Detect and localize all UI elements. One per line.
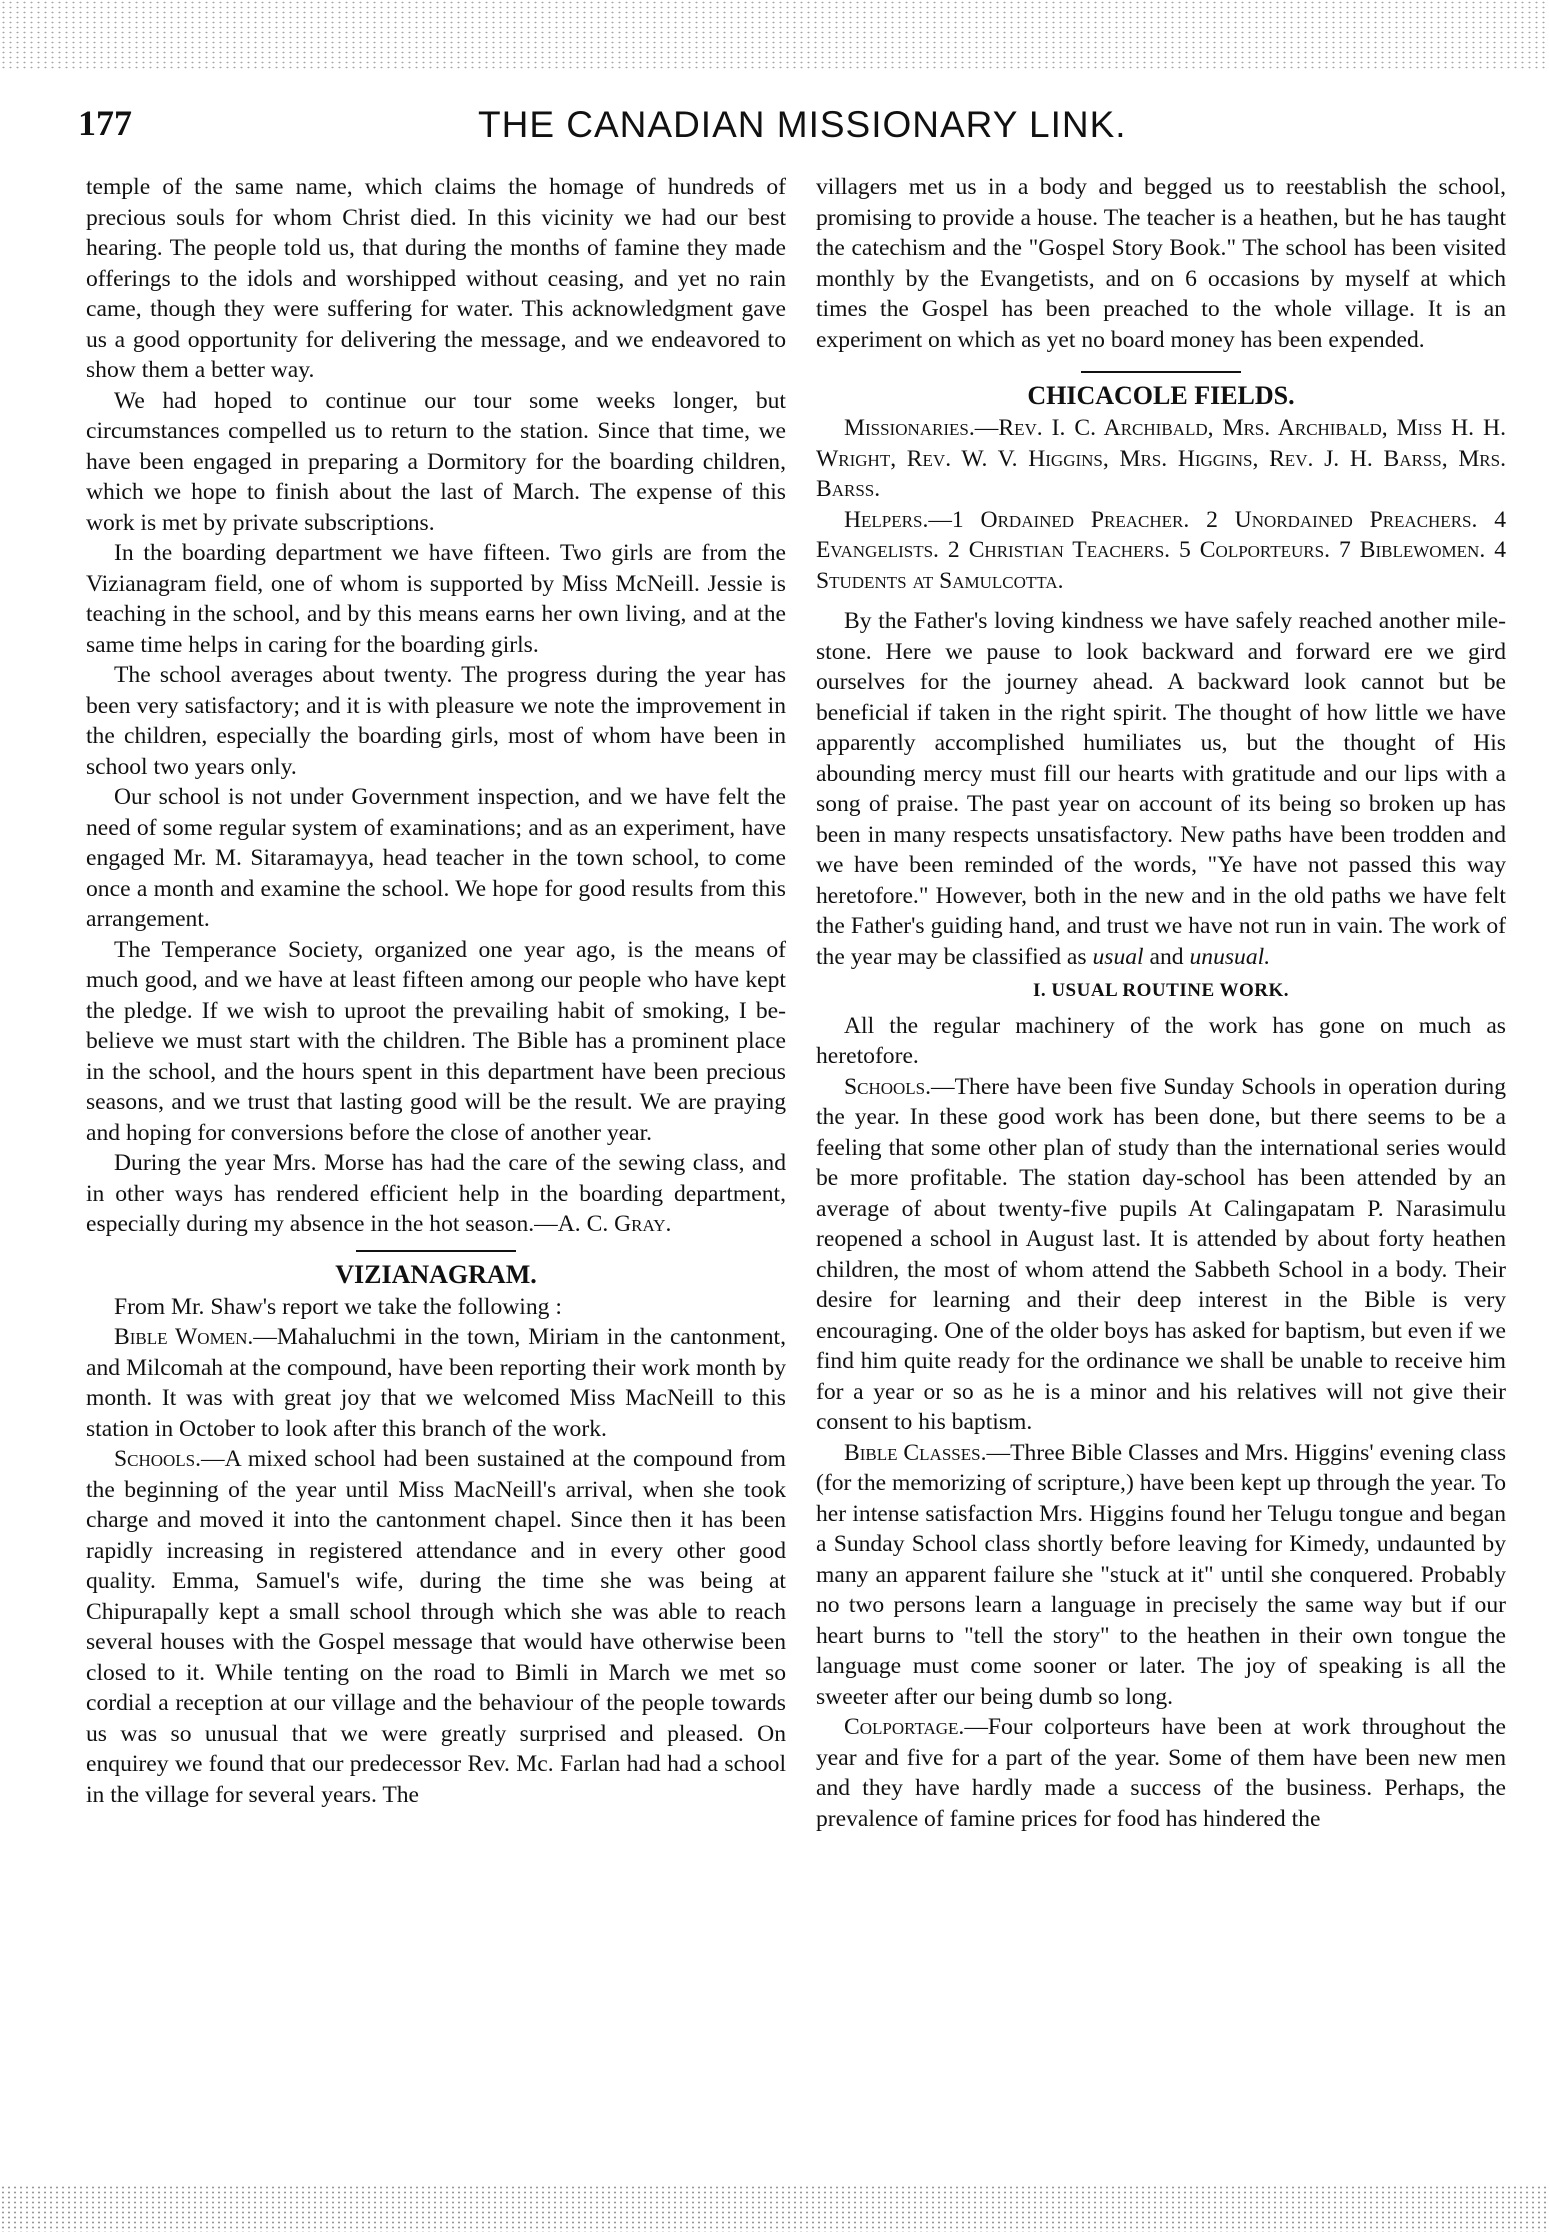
paragraph-text: By the Father's loving kindness we have safely reached another mile-stone. Here we pause to look backward and forward ere we gird ourselves for the journey ahead. A backward look cannot but be beneficial if taken in the right spirit. The thought of how little we have apparently accomplished humiliates us, but the thought of His abounding mercy must fill our hearts with gratitude and our lips with a song of praise. The past year on account of its being so broken up has been in many respects unsatisfactory. New paths have been trodden and we have been reminded of the words, "Ye have not passed this way heretofore." However, both in the new and in the old paths we have felt the Father's guiding hand, and trust we have not run in vain. The work of the year may be classified as (816, 608, 1506, 970)
right-column (816, 172, 1506, 2182)
paragraph-text: —Three Bible Classes and Mrs. Higgins' evening class (for the memorizing of scripture,) have been kept up through the year. To her intense satisfaction Mrs. Higgins found her Telugu tongue and began a Sunday School class shortly before leaving for Kimedy, undaunted by many an apparent failure she "stuck at it" until she conquered. Probably no two persons learn a language in precisely the same way but if our heart burns to "tell the story" to the heathen in their own tongue the language must come sooner or later. The joy of speaking is all the sweeter after our being dumb so long. (816, 1439, 1506, 1710)
paragraph: temple of the same name, which claims the homage of hundreds of precious souls for whom Christ died. In this vicinity we had our best hearing. The people told us, that during the months of famine they made offerings to the idols and worshipped without ceasing, and yet no rain came, though they were suffering for water. This acknowledgment gave us a good opportunity for delivering the message, and we endeavored to show them a better way. (86, 174, 786, 383)
paragraph (816, 1712, 1506, 1834)
page-number: 177 (78, 103, 132, 143)
paragraph (816, 1438, 1506, 1713)
paragraph (816, 606, 1506, 972)
paragraph (816, 1072, 1506, 1438)
page-header (78, 98, 1498, 148)
section-rule (356, 1250, 516, 1252)
paragraph-label: Schools. (114, 1446, 202, 1472)
helpers-list: Helpers.—1 Ordained Preacher. 2 Unordained Preachers. 4 Evangelists. 2 Christian Teachers. 5 Colporteurs. 7 Biblewomen. 4 Students at Samulcotta. (816, 506, 1506, 594)
paragraph: We had hoped to continue our tour some weeks longer, but circumstances compelled us to return to the station. Since that time, we have been engaged in preparing a Dormitory for the boarding children, which we hope to finish about the last of March. The expense of this work is met by private subscriptions. (86, 387, 786, 536)
paragraph: The Temperance Society, organized one year ago, is the means of much good, and we have at least fifteen among our people who have kept the pledge. If we wish to uproot the prevailing habit of smoking, I be-believe we must start with the children. The Bible has a prominent place in the school, and the hours spent in this department have been precious seasons, and we trust that lasting good will be the result. We are praying and hoping for conversions before the close of another year. (86, 936, 786, 1146)
paragraph: villagers met us in a body and begged us to reestablish the school, promising to provide a house. The teacher is a heathen, but he has taught the catechism and the "Gospel Story Book." The school has been visited monthly by the Evangetists, and on 6 occasions by myself at which times the Gospel has been preached to the whole village. It is an experiment on which as yet no board money has been expended. (816, 174, 1506, 353)
paragraph: The school averages about twenty. The progress during the year has been very satisfactory; and it is with pleasure we note the improvement in the children, especially the boarding girls, most of whom have been in school two years only. (86, 662, 786, 780)
paragraph: All the regular machinery of the work has gone on much as heretofore. (816, 1012, 1506, 1069)
emphasis: usual (1092, 943, 1144, 970)
paragraph (86, 1322, 786, 1444)
paragraph-text: During the year Mrs. Morse has had the care of the sewing class, and in other ways has rendered efficient help in the boarding department, especially during my absence in the hot season.—A. C. (86, 1150, 786, 1237)
paragraph-text: —A mixed school had been sustained at the compound from the beginning of the year until Miss MacNeill's arrival, when she took charge and moved it into the cantonment chapel. Since then it has been rapidly increasing in registered attendance and in every other good quality. Emma, Samuel's wife, during the time she was being at Chipurapally kept a small school through which she was able to reach several houses with the Gospel message that would have otherwise been closed to it. While tenting on the road to Bimli in March we met so cordial a reception at our village and the behaviour of the people towards us was so unusual that we were greatly surprised and pleased. On enquirey we found that our predecessor Rev. Mc. Farlan had had a school in the village for several years. The (86, 1446, 786, 1808)
missionaries-list: Missionaries.—Rev. I. C. Archibald, Mrs. Archibald, Miss H. H. Wright, Rev. W. V. Higgins, Mrs. Higgins, Rev. J. H. Barss, Mrs. Barss. (816, 415, 1506, 502)
paragraph-label: Bible Women. (114, 1324, 254, 1350)
left-column (86, 172, 786, 2182)
paragraph (86, 1444, 786, 1810)
section-heading: CHICACOLE FIELDS. (1027, 381, 1295, 410)
subsection-heading: I. USUAL ROUTINE WORK. (1032, 980, 1290, 1001)
paragraph-text: —Four colporteurs have been at work throughout the year and five for a part of the year. Some of them have been new men and they have hardly made a success of the business. Perhaps, the prevalence of famine prices for food has hindered the (816, 1714, 1506, 1832)
paragraph-label: Bible Classes. (844, 1439, 987, 1466)
section-rule (1081, 371, 1241, 373)
paragraph-text: —Mahaluchmi in the town, Miriam in the cantonment, and Milcomah at the compound, have been reporting their work month by month. It was with great joy that we welcomed Miss MacNeill to this station in October to look after this branch of the work. (86, 1324, 786, 1442)
paragraph: In the boarding department we have fifteen. Two girls are from the Vizianagram field, one of whom is supported by Miss McNeill. Jessie is teaching in the school, and by this means earns her own living, and at the same time helps in caring for the boarding girls. (86, 540, 786, 658)
paragraph: Our school is not under Government inspection, and we have felt the need of some regular system of examinations; and as an experiment, have engaged Mr. M. Sitaramayya, head teacher in the town school, to come once a month and examine the school. We hope for good results from this arrangement. (86, 784, 786, 932)
paragraph-text: and (1143, 943, 1190, 970)
page-title: THE CANADIAN MISSIONARY LINK. (478, 104, 1127, 145)
paragraph-text: —There have been five Sunday Schools in operation during the year. In these good work has been done, but there seems to be a feeling that some other plan of study than the international series would be more profitable. The station day-school has been attended by an average of about twenty-five pupils At Calingapatam P. Narasimulu reopened a school in August last. It is attended by about forty heathen children, the most of whom attend the Sabbeth School in a body. Their desire for learning and their deep interest in the Bible is very encouraging. One of the older boys has asked for baptism, but even if we find him quite ready for the ordinance we shall be unable to receive him for a year or so as he is a minor and his relatives will not give their consent to his baptism. (816, 1073, 1506, 1435)
paragraph-label: Schools. (844, 1073, 932, 1100)
scan-noise-bottom (0, 2185, 1549, 2232)
paragraph-label: Colportage. (844, 1714, 965, 1740)
signature: Gray. (614, 1211, 672, 1237)
paragraph: From Mr. Shaw's report we take the following : (114, 1293, 562, 1320)
emphasis: unusual. (1189, 943, 1271, 970)
section-heading: VIZIANAGRAM. (335, 1259, 537, 1289)
paragraph (86, 1148, 786, 1240)
scan-noise-top (0, 0, 1549, 70)
